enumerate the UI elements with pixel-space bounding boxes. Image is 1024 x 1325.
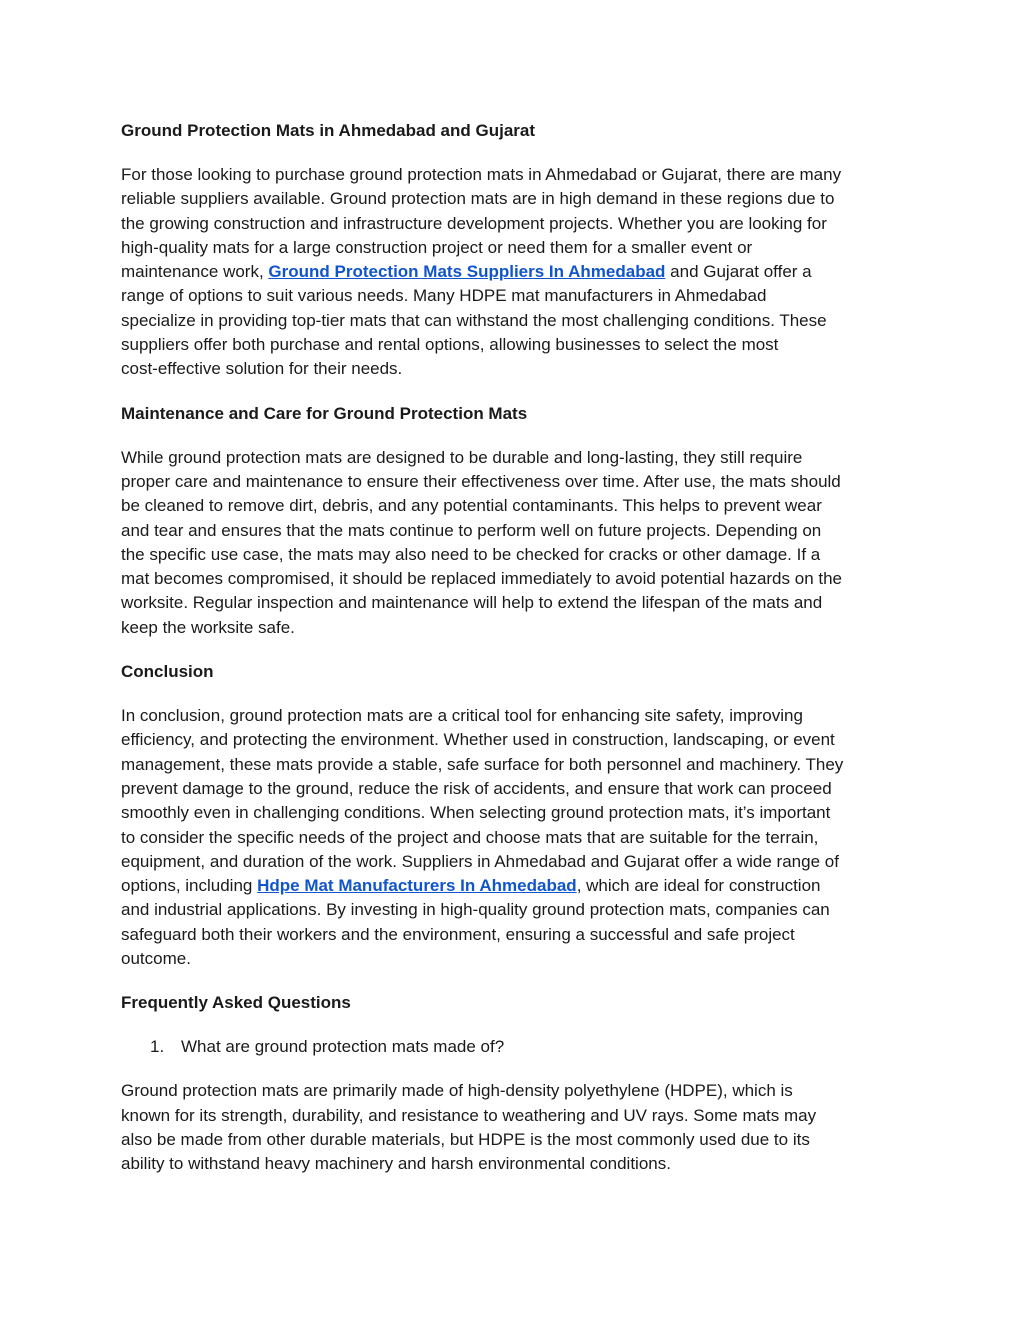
paragraph-line: In conclusion, ground protection mats are a critical tool for enhancing site safety, improving [121, 706, 803, 726]
paragraph-line: reliable suppliers available. Ground protection mats are in high demand in these regions due to [121, 189, 835, 209]
link-prefix-text: options, including [121, 876, 258, 896]
paragraph-line: cost-effective solution for their needs. [121, 359, 403, 379]
paragraph-line: and industrial applications. By investing in high-quality ground protection mats, companies can [121, 900, 830, 920]
paragraph-line-with-link [121, 874, 921, 898]
paragraph-faq-answer [121, 1079, 921, 1176]
paragraph-line: management, these mats provide a stable, safe surface for both personnel and machinery. They [121, 754, 844, 774]
paragraph-line: outcome. [121, 949, 191, 969]
paragraph-line: also be made from other durable materials, but HDPE is the most commonly used due to its [121, 1129, 810, 1149]
paragraph-line: prevent damage to the ground, reduce the risk of accidents, and ensure that work can proceed [121, 778, 832, 798]
section-heading-conclusion: Conclusion [121, 662, 214, 682]
suppliers-ahmedabad-link[interactable]: Ground Protection Mats Suppliers In Ahmedabad [268, 262, 666, 282]
paragraph-line: proper care and maintenance to ensure their effectiveness over time. After use, the mats should [121, 471, 841, 491]
paragraph-conclusion [121, 704, 921, 971]
paragraph-line-with-link [121, 260, 921, 284]
paragraph-line: While ground protection mats are designed to be durable and long-lasting, they still require [121, 447, 803, 467]
paragraph-ahmedabad-gujarat [121, 163, 921, 382]
link-suffix-text: , which are ideal for construction [576, 876, 821, 896]
section-heading-faq: Frequently Asked Questions [121, 993, 351, 1013]
link-suffix-text: and Gujarat offer a [665, 262, 812, 282]
section-heading-maintenance: Maintenance and Care for Ground Protection Mats [121, 403, 528, 423]
paragraph-line: to consider the specific needs of the project and choose mats that are suitable for the terrain, [121, 827, 819, 847]
paragraph-line: range of options to suit various needs. Many HDPE mat manufacturers in Ahmedabad [121, 286, 767, 306]
paragraph-line: and tear and ensures that the mats continue to perform well on future projects. Depending on [121, 520, 822, 540]
faq-list-item [121, 1035, 921, 1059]
paragraph-line: the specific use case, the mats may also need to be checked for cracks or other damage. If a [121, 544, 821, 564]
paragraph-line: specialize in providing top-tier mats that can withstand the most challenging conditions. These [121, 310, 827, 330]
link-prefix-text: maintenance work, [121, 262, 269, 282]
paragraph-line: keep the worksite safe. [121, 617, 295, 637]
paragraph-line: smoothly even in challenging conditions. When selecting ground protection mats, it’s important [121, 803, 831, 823]
document-page [121, 119, 921, 1197]
paragraph-line: efficiency, and protecting the environment. Whether used in construction, landscaping, or event [121, 730, 835, 750]
paragraph-line: mat becomes compromised, it should be replaced immediately to avoid potential hazards on the [121, 569, 842, 589]
paragraph-line: be cleaned to remove dirt, debris, and any potential contaminants. This helps to prevent wear [121, 496, 822, 516]
paragraph-line: Ground protection mats are primarily made of high-density polyethylene (HDPE), which is [121, 1081, 793, 1101]
paragraph-line: ability to withstand heavy machinery and harsh environmental conditions. [121, 1154, 671, 1174]
paragraph-line: safeguard both their workers and the environment, ensuring a successful and safe project [121, 924, 795, 944]
hdpe-mat-manufacturers-link[interactable]: Hdpe Mat Manufacturers In Ahmedabad [257, 876, 577, 896]
paragraph-line: known for its strength, durability, and resistance to weathering and UV rays. Some mats may [121, 1105, 817, 1125]
list-item-number: 1. [150, 1037, 165, 1057]
paragraph-maintenance [121, 446, 921, 640]
paragraph-line: suppliers offer both purchase and rental options, allowing businesses to select the most [121, 335, 779, 355]
paragraph-line: equipment, and duration of the work. Suppliers in Ahmedabad and Gujarat offer a wide range of [121, 851, 839, 871]
list-item-text: What are ground protection mats made of? [181, 1037, 505, 1057]
paragraph-line: worksite. Regular inspection and maintenance will help to extend the lifespan of the mats and [121, 593, 823, 613]
paragraph-line: high-quality mats for a large construction project or need them for a smaller event or [121, 237, 753, 257]
paragraph-line: the growing construction and infrastructure development projects. Whether you are looking for [121, 213, 827, 233]
section-heading-ahmedabad-gujarat: Ground Protection Mats in Ahmedabad and Gujarat [121, 121, 536, 140]
paragraph-line: For those looking to purchase ground protection mats in Ahmedabad or Gujarat, there are many [121, 165, 842, 184]
